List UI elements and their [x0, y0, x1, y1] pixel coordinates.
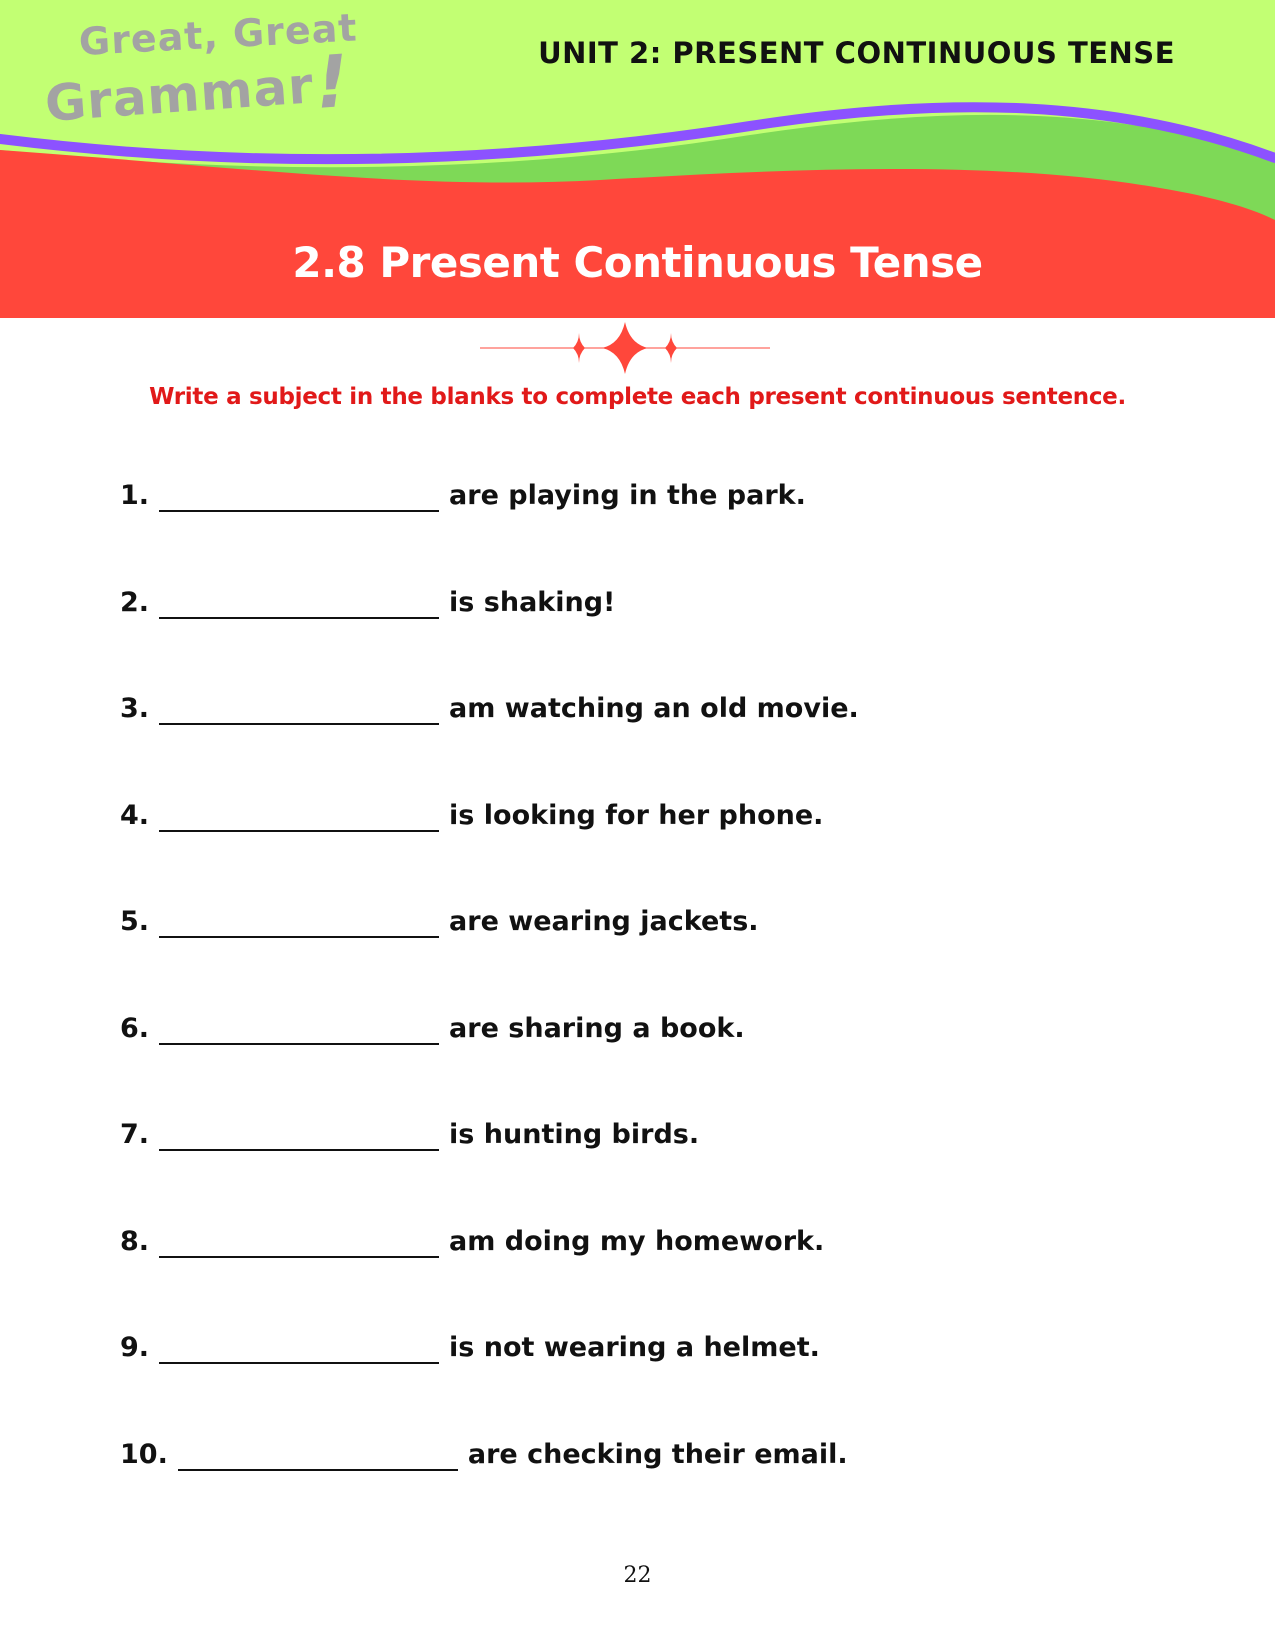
instructions: Write a subject in the blanks to complete each present continuous sentence.	[149, 384, 1126, 410]
answer-blank[interactable]	[159, 480, 439, 512]
unit-title: UNIT 2: PRESENT CONTINUOUS TENSE	[538, 36, 1175, 70]
answer-blank[interactable]	[159, 906, 439, 938]
item-number: 3.	[120, 693, 150, 724]
answer-blank[interactable]	[159, 1332, 439, 1364]
item-number: 7.	[120, 1119, 150, 1150]
answer-blank[interactable]	[159, 693, 439, 725]
item-number: 10.	[120, 1438, 168, 1470]
page-title: 2.8 Present Continuous Tense	[292, 238, 983, 287]
item-number: 8.	[120, 1225, 150, 1257]
exercise-item-6	[120, 1013, 1120, 1120]
answer-blank[interactable]	[159, 800, 439, 832]
sentence-text: am doing my homework.	[449, 1225, 825, 1257]
exercise-item-2	[120, 587, 1120, 694]
logo	[43, 5, 385, 133]
exercise-item-7	[120, 1119, 1120, 1226]
answer-blank[interactable]	[159, 1119, 439, 1151]
small-star-icon-right	[665, 333, 677, 363]
sentence-text: am watching an old movie.	[449, 693, 859, 724]
sentence-text: are checking their email.	[467, 1438, 848, 1470]
exercise-item-10	[120, 1439, 1120, 1546]
answer-blank[interactable]	[159, 1226, 439, 1258]
answer-blank[interactable]	[178, 1439, 458, 1471]
item-number: 5.	[120, 906, 150, 937]
sentence-text: is looking for her phone.	[449, 799, 824, 831]
item-number: 6.	[120, 1012, 150, 1044]
item-number: 2.	[120, 586, 150, 618]
star-divider	[480, 318, 770, 378]
item-number: 4.	[120, 799, 150, 831]
sentence-text: is shaking!	[449, 586, 616, 618]
answer-blank[interactable]	[159, 587, 439, 619]
exercise-list	[120, 480, 1120, 1545]
item-number: 9.	[120, 1332, 150, 1363]
page-number: 22	[623, 1563, 652, 1588]
exercise-item-4	[120, 800, 1120, 907]
small-star-icon-left	[573, 333, 585, 363]
sentence-text: are sharing a book.	[449, 1012, 745, 1044]
large-star-icon	[602, 322, 648, 374]
sentence-text: is hunting birds.	[449, 1119, 700, 1150]
item-number: 1.	[120, 480, 150, 511]
exercise-item-1	[120, 480, 1120, 587]
answer-blank[interactable]	[159, 1013, 439, 1045]
sentence-text: is not wearing a helmet.	[449, 1332, 820, 1363]
sentence-text: are wearing jackets.	[449, 906, 759, 937]
exercise-item-5	[120, 906, 1120, 1013]
exercise-item-8	[120, 1226, 1120, 1333]
logo-word: Grammar	[43, 56, 316, 133]
exercise-item-3	[120, 693, 1120, 800]
logo-exclamation: !	[309, 38, 356, 126]
sentence-text: are playing in the park.	[449, 480, 806, 511]
exercise-item-9	[120, 1332, 1120, 1439]
logo-line1: Great, Great	[77, 5, 359, 64]
